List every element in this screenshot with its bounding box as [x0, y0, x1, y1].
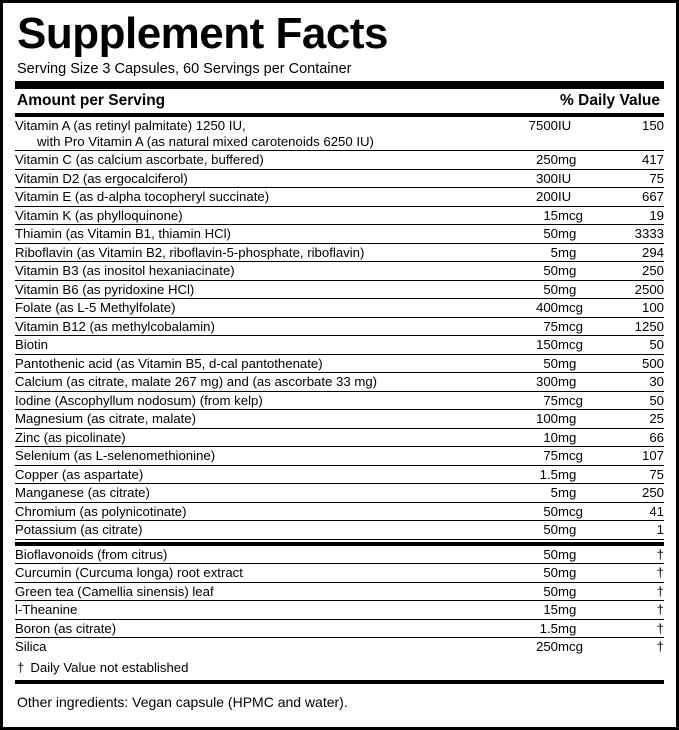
serving-size-line: Serving Size 3 Capsules, 60 Servings per Container	[17, 61, 352, 77]
nutrient-name	[15, 354, 496, 373]
nutrient-unit: IU	[558, 117, 598, 151]
nutrient-name	[15, 447, 496, 466]
nutrient-daily-value: 1250	[598, 317, 664, 336]
nutrient-unit: mcg	[558, 299, 598, 318]
nutrient-daily-value: 19	[598, 206, 664, 225]
nutrient-daily-value: 41	[598, 502, 664, 521]
nutrient-daily-value: 50	[598, 391, 664, 410]
nutrient-name-text: Selenium (as L-selenomethionine)	[15, 448, 216, 463]
nutrient-amount: 75	[496, 317, 558, 336]
nutrient-amount: 50	[496, 564, 558, 583]
table-row	[15, 262, 664, 281]
table-row	[15, 391, 664, 410]
footnote-text: Daily Value not established	[30, 659, 189, 675]
nutrient-name	[15, 502, 496, 521]
nutrient-unit: mcg	[558, 447, 598, 466]
nutrient-amount: 10	[496, 428, 558, 447]
divider-thick-top	[15, 81, 664, 89]
nutrient-unit: mg	[558, 410, 598, 429]
nutrient-name-text: Zinc (as picolinate)	[15, 429, 126, 445]
nutrient-unit: mcg	[558, 336, 598, 355]
nutrient-daily-value: 66	[598, 428, 664, 447]
nutrient-unit: mcg	[558, 502, 598, 521]
nutrient-name-text: Calcium (as citrate, malate 267 mg) and (as ascorbate 33 mg)	[15, 374, 378, 389]
nutrient-name	[15, 391, 496, 410]
nutrient-amount: 300	[496, 373, 558, 392]
nutrient-daily-value: †	[598, 544, 664, 564]
nutrient-name-text: Potassium (as citrate)	[15, 522, 143, 537]
nutrient-name-text: Boron (as citrate)	[15, 620, 117, 636]
nutrient-daily-value: 3333	[598, 225, 664, 244]
nutrient-daily-value: 500	[598, 354, 664, 373]
nutrient-daily-value: †	[598, 564, 664, 583]
nutrient-unit: mg	[558, 354, 598, 373]
other-ingredients: Other ingredients: Vegan capsule (HPMC and water).	[17, 693, 348, 710]
nutrient-name	[15, 484, 496, 503]
table-row	[15, 447, 664, 466]
table-row	[15, 117, 664, 151]
nutrient-name	[15, 336, 496, 355]
nutrient-amount: 50	[496, 544, 558, 564]
nutrient-name	[15, 317, 496, 336]
nutrient-unit: mg	[558, 465, 598, 484]
nutrient-unit: mcg	[558, 317, 598, 336]
nutrient-amount: 5	[496, 484, 558, 503]
nutrient-name	[15, 544, 496, 564]
nutrient-unit: mg	[558, 428, 598, 447]
column-headers	[15, 89, 664, 113]
nutrient-unit: mg	[558, 544, 598, 564]
nutrient-daily-value: 30	[598, 373, 664, 392]
table-row	[15, 243, 664, 262]
nutrient-daily-value: 107	[598, 447, 664, 466]
nutrient-name-text: Manganese (as citrate)	[15, 485, 150, 500]
nutrient-name	[15, 117, 496, 151]
nutrient-name	[15, 225, 496, 244]
nutrient-name-text: Green tea (Camellia sinensis) leaf	[15, 583, 214, 599]
nutrient-daily-value: 150	[598, 117, 664, 151]
nutrient-name	[15, 428, 496, 447]
nutrient-name	[15, 206, 496, 225]
nutrient-name	[15, 373, 496, 392]
table-row	[15, 465, 664, 484]
table-row	[15, 317, 664, 336]
nutrient-name-text: Vitamin E (as d-alpha tocopheryl succinate)	[15, 189, 270, 204]
nutrient-amount: 300	[496, 169, 558, 188]
nutrient-unit: mg	[558, 151, 598, 170]
nutrient-name	[15, 521, 496, 540]
nutrient-daily-value: 250	[598, 484, 664, 503]
table-row	[15, 410, 664, 429]
nutrient-daily-value: 294	[598, 243, 664, 262]
nutrient-amount: 50	[496, 354, 558, 373]
header-daily-value: % Daily Value	[560, 92, 660, 109]
nutrient-amount: 5	[496, 243, 558, 262]
table-row	[15, 299, 664, 318]
nutrient-amount: 100	[496, 410, 558, 429]
nutrient-daily-value: 25	[598, 410, 664, 429]
nutrient-amount: 250	[535, 639, 558, 654]
nutrient-name-text: Vitamin B6 (as pyridoxine HCl)	[15, 281, 195, 297]
table-row	[15, 502, 664, 521]
nutrient-unit: mg	[558, 225, 598, 244]
nutrient-amount: 1.5	[496, 619, 558, 638]
nutrient-name-text: Magnesium (as citrate, malate)	[15, 411, 197, 426]
table-row	[15, 619, 664, 638]
page-title: Supplement Facts	[17, 9, 388, 58]
nutrient-name-text: Biotin	[15, 337, 48, 352]
nutrient-name-text: Riboflavin (as Vitamin B2, riboflavin-5-phosphate, riboflavin)	[15, 244, 365, 260]
nutrient-amount: 7500	[496, 117, 558, 151]
table-row	[15, 582, 664, 601]
nutrient-daily-value: 417	[598, 151, 664, 170]
table-row	[15, 601, 664, 620]
nutrient-unit: mg	[558, 262, 598, 281]
table-row	[15, 169, 664, 188]
nutrient-name-text: Pantothenic acid (as Vitamin B5, d-cal pantothenate)	[15, 355, 323, 371]
nutrient-name-text: l-Theanine	[15, 602, 78, 617]
nutrient-daily-value: 667	[598, 188, 664, 207]
nutrient-name-text: Vitamin A (as retinyl palmitate) 1250 IU,	[15, 118, 246, 133]
nutrient-amount: 150	[496, 336, 558, 355]
nutrient-name	[15, 151, 496, 170]
nutrient-name-text: Thiamin (as Vitamin B1, thiamin HCl)	[15, 226, 231, 241]
nutrient-daily-value: †	[598, 619, 664, 638]
table-row	[15, 373, 664, 392]
nutrient-unit: mcg	[558, 639, 583, 654]
nutrient-amount: 75	[496, 447, 558, 466]
nutrient-name	[15, 299, 496, 318]
nutrient-name-text: Vitamin D2 (as ergocalciferol)	[15, 170, 188, 186]
nutrient-name-text: Vitamin B12 (as methylcobalamin)	[15, 318, 215, 334]
nutrients-table	[15, 117, 664, 656]
nutrient-name	[15, 169, 496, 188]
nutrient-unit: mg	[558, 373, 598, 392]
nutrient-unit: mg	[558, 601, 598, 620]
table-row	[15, 206, 664, 225]
table-row	[15, 225, 664, 244]
table-row	[15, 521, 664, 540]
nutrient-name	[15, 243, 496, 262]
nutrient-daily-value: 50	[598, 336, 664, 355]
nutrient-name	[15, 582, 496, 601]
nutrient-name	[15, 619, 496, 638]
nutrient-name-text: Vitamin B3 (as inositol hexaniacinate)	[15, 263, 235, 278]
table-row	[15, 638, 664, 656]
nutrient-name-text: Iodine (Ascophyllum nodosum) (from kelp)	[15, 392, 263, 408]
nutrient-daily-value: †	[598, 582, 664, 601]
nutrient-name	[15, 465, 496, 484]
footnote	[15, 656, 664, 680]
nutrient-unit: IU	[558, 169, 598, 188]
table-row	[15, 484, 664, 503]
nutrient-unit: mcg	[558, 391, 598, 410]
nutrient-amount: 15	[496, 206, 558, 225]
nutrient-unit: mg	[558, 564, 598, 583]
nutrient-amount: 50	[496, 262, 558, 281]
nutrient-name-text: Bioflavonoids (from citrus)	[15, 546, 168, 562]
nutrient-daily-value: 75	[598, 465, 664, 484]
table-row	[15, 428, 664, 447]
nutrient-amount: 50	[496, 582, 558, 601]
nutrient-daily-value: 100	[598, 299, 664, 318]
nutrient-name	[15, 564, 496, 583]
nutrient-name-text: Chromium (as polynicotinate)	[15, 503, 187, 519]
nutrient-name-text: Curcumin (Curcuma longa) root extract	[15, 565, 243, 580]
table-row	[15, 336, 664, 355]
nutrient-name	[15, 262, 496, 281]
nutrient-name	[15, 410, 496, 429]
nutrient-amount: 50	[496, 280, 558, 299]
nutrient-unit: mg	[558, 521, 598, 540]
nutrient-daily-value: †	[598, 601, 664, 620]
nutrient-daily-value: 250	[598, 262, 664, 281]
nutrient-unit: IU	[558, 188, 598, 207]
table-row	[15, 354, 664, 373]
nutrient-unit: mg	[558, 582, 598, 601]
nutrient-subname-text: with Pro Vitamin A (as natural mixed carotenoids 6250 IU)	[37, 133, 374, 149]
table-row	[15, 188, 664, 207]
nutrient-unit: mg	[558, 484, 598, 503]
nutrient-amount: 75	[496, 391, 558, 410]
nutrient-unit: mcg	[558, 206, 598, 225]
nutrient-name	[15, 188, 496, 207]
nutrient-amount: 50	[496, 521, 558, 540]
nutrient-unit: mg	[558, 619, 598, 638]
table-row	[15, 280, 664, 299]
footnote-symbol: †	[17, 659, 25, 675]
table-row	[15, 151, 664, 170]
nutrient-amount: 50	[496, 502, 558, 521]
nutrient-name	[15, 280, 496, 299]
nutrient-name	[15, 601, 496, 620]
header-amount-per-serving: Amount per Serving	[17, 92, 166, 109]
nutrient-name-text: Folate (as L-5 Methylfolate)	[15, 300, 176, 315]
nutrient-amount: 400	[496, 299, 558, 318]
nutrient-amount: 1.5	[496, 465, 558, 484]
nutrient-daily-value: †	[656, 639, 664, 654]
nutrient-name-text: Vitamin K (as phylloquinone)	[15, 207, 183, 223]
nutrient-unit: mg	[558, 280, 598, 299]
nutrient-name-text: Copper (as aspartate)	[15, 466, 144, 482]
nutrient-amount: 200	[496, 188, 558, 207]
nutrient-daily-value: 2500	[598, 280, 664, 299]
nutrient-name-text: Silica	[15, 639, 47, 654]
nutrient-unit: mg	[558, 243, 598, 262]
nutrient-daily-value: 75	[598, 169, 664, 188]
table-row	[15, 544, 664, 564]
nutrient-daily-value: 1	[598, 521, 664, 540]
nutrient-amount: 15	[496, 601, 558, 620]
nutrient-amount: 50	[496, 225, 558, 244]
nutrient-name-text: Vitamin C (as calcium ascorbate, buffered)	[15, 152, 264, 167]
nutrient-amount: 250	[496, 151, 558, 170]
nutrient-name	[15, 638, 496, 656]
table-row	[15, 564, 664, 583]
